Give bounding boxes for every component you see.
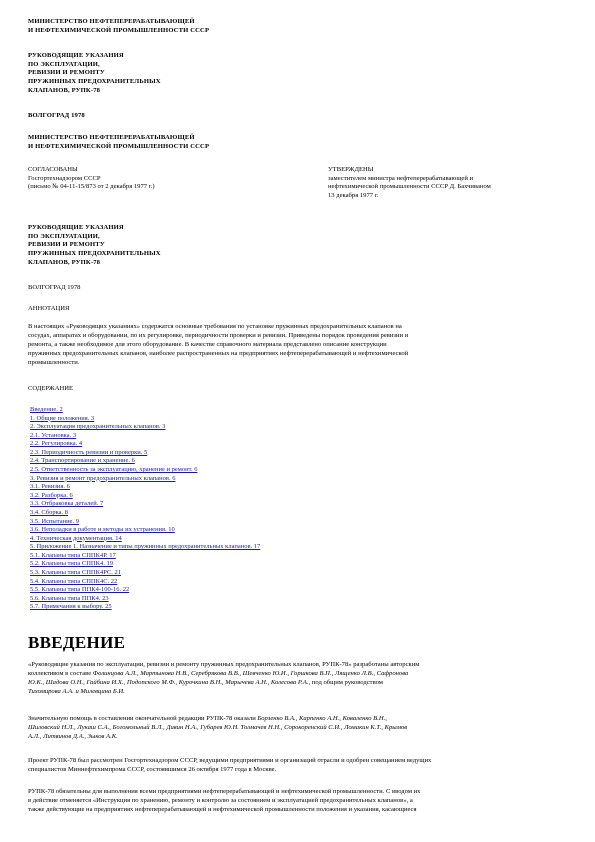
- toc-link[interactable]: 5.7. Примечания к выбору. 25: [30, 603, 112, 611]
- city-year-text: ВОЛГОГРАД 1978: [28, 284, 81, 291]
- city-year: [28, 112, 568, 121]
- intro-line: [28, 714, 568, 723]
- annotation-line: В настоящих «Руководящих указаниях» содержатся основные требования по установке пружинных предохранительных клапанов на: [28, 323, 402, 330]
- toc-link[interactable]: 5. Приложение 1. Назначение и типы пружинных предохранительных клапанов. 17: [30, 543, 261, 551]
- approved-date: 13 декабря 1977 г.: [328, 191, 379, 199]
- toc-link[interactable]: 3.3. Отбраковка деталей. 7: [30, 500, 104, 508]
- annotation-line: ремонта, а также необходимое для этого оборудование. В качестве справочного материала представлено описание конструкции: [28, 341, 387, 348]
- agreed-line: (письмо № 04-11-15/873 от 2 декабря 1977 г.): [28, 183, 155, 191]
- toc-link[interactable]: 2.3. Периодичность ревизии и проверки. 5: [30, 448, 148, 456]
- intro-line: [28, 669, 568, 678]
- annotation-line: пружинных предохранительных клапанов, наиболее распространенных на предприятиях нефтеперерабатывающей и нефтехимической: [28, 350, 409, 357]
- agreed-line: Госгортехнадзором СССР: [28, 174, 101, 182]
- intro-line: специалистов Миннефтехимпрома СССР, состоявшимся 26 октября 1977 года в Москве.: [28, 766, 277, 773]
- toc-link[interactable]: 2.5. Ответственность за эксплуатацию, хранение и ремонт. 6: [30, 466, 198, 474]
- intro-line: «Руководящие указания по эксплуатации, ревизии и ремонту пружинных предохранительных клапанов, РУПК-78» разработаны авторским: [28, 661, 420, 668]
- table-of-contents: [30, 406, 550, 612]
- toc-link[interactable]: 2.1. Установка. 3: [30, 431, 77, 439]
- authors-line: [28, 678, 568, 687]
- ministry-line: МИНИСТЕРСТВО НЕФТЕПЕРЕРАБАТЫВАЮЩЕЙ: [28, 134, 195, 141]
- annotation-heading: [28, 305, 568, 314]
- ministry-line: МИНИСТЕРСТВО НЕФТЕПЕРЕРАБАТЫВАЮЩЕЙ: [28, 18, 195, 25]
- title-line: РЕВИЗИИ И РЕМОНТУ: [28, 241, 105, 249]
- intro-heading: ВВЕДЕНИЕ: [28, 633, 126, 652]
- title-line: ПРУЖИННЫХ ПРЕДОХРАНИТЕЛЬНЫХ: [28, 78, 161, 86]
- authors-text: Ю.К., Шадова О.Н., Гайбина И.Х., Подопского М.Ф., Курочкина В.Н., Марычева А.Н., Колесова Р.А.,: [28, 679, 311, 686]
- helpers-text: Борзенко В.А., Карпенко А.Н., Коваленко В.Н.,: [257, 715, 387, 722]
- toc-link[interactable]: 5.5. Клапаны типа ППК4-100-16. 22: [30, 586, 130, 594]
- ministry-header: [28, 18, 568, 35]
- toc-link[interactable]: 5.1. Клапаны типа СППК4Р. 17: [30, 551, 116, 559]
- title-line: РУКОВОДЯЩИЕ УКАЗАНИЯ: [28, 224, 124, 231]
- toc-link[interactable]: 4. Техническая документация. 14: [30, 534, 122, 542]
- toc-link[interactable]: 3.4. Сборка. 8: [30, 508, 69, 516]
- helpers-line: Шиловский Н.Л., Лукаш С.А., Богомольный В.Л., Дивин Н.А., Губарев Ю.Н. Толмачев Н.Н., Сорокоренский С.И., Ломакин К.Т., Крымов: [28, 724, 408, 731]
- helpers-line: А.Л., Литвинов Д.А., Зыков А.К.: [28, 733, 118, 740]
- intro-text: Значительную помощь в составлении окончательной редакции РУПК-78 оказали: [28, 715, 258, 722]
- city-year-text: ВОЛГОГРАД 1978: [28, 112, 85, 119]
- ministry-line: И НЕФТЕХИМИЧЕСКОЙ ПРОМЫШЛЕННОСТИ СССР: [28, 26, 210, 34]
- toc-link[interactable]: 5.4. Клапаны типа СППК4С. 22: [30, 577, 118, 585]
- toc-link[interactable]: 3. Ревизия и ремонт предохранительных клапанов. 6: [30, 474, 176, 482]
- approved-line: заместителем министра нефтеперерабатывающей и: [328, 174, 474, 182]
- contents-heading: [28, 385, 568, 394]
- annotation-line: промышленности.: [28, 359, 80, 366]
- title-line: ПРУЖИННЫХ ПРЕДОХРАНИТЕЛЬНЫХ: [28, 250, 161, 258]
- authors-line: Тихомирова А.А. и Милевцина Б.И.: [28, 688, 125, 695]
- toc-link[interactable]: 2. Эксплуатация предохранительных клапанов. 3: [30, 423, 166, 431]
- intro-paragraph-4: [28, 787, 568, 814]
- document-title-2: [28, 224, 568, 268]
- intro-paragraph-3: [28, 756, 568, 774]
- title-line: РЕВИЗИИ И РЕМОНТУ: [28, 69, 105, 77]
- intro-line: также действующие на предприятиях нефтеперерабатывающей и нефтехимической промышленности положения и указания, касающиеся: [28, 806, 417, 813]
- intro-line: в действие отменяется «Инструкция по хранению, ремонту и контролю за состоянием и эксплуатацией предохранительных клапанов», а: [28, 797, 413, 804]
- authors-text: Фолинцова А.Л., Мартынова Н.В., Серебрякова В.В., Шевченко Ю.И., Горшкова В.П., Лященко Л.В., Сафронова: [92, 670, 409, 677]
- agreed-block: [28, 166, 308, 192]
- title-line: КЛАПАНОВ, РУПК-78: [28, 258, 101, 266]
- title-line: КЛАПАНОВ, РУПК-78: [28, 86, 101, 94]
- intro-paragraph-1: [28, 660, 568, 696]
- toc-link[interactable]: 3.5. Испытание. 9: [30, 517, 79, 525]
- toc-link[interactable]: 5.3. Клапаны типа СППК4РС. 21: [30, 568, 121, 576]
- toc-link[interactable]: 3.2. Разборка. 6: [30, 491, 73, 499]
- annotation-heading-text: АННОТАЦИЯ: [28, 305, 70, 312]
- annotation-line: сосудах, аппаратах и оборудовании, по их регулировке, периодичности проверки и ревизии. Приведены порядок проведения ревизии и: [28, 332, 409, 339]
- toc-link[interactable]: 5.2. Клапаны типа СППК4. 19: [30, 560, 113, 568]
- approved-block: [328, 166, 578, 200]
- ministry-line: И НЕФТЕХИМИЧЕСКОЙ ПРОМЫШЛЕННОСТИ СССР: [28, 142, 210, 150]
- intro-line: РУПК-78 обязательны для выполнения всеми предприятиями нефтеперерабатывающей и нефтехимической промышленности. С вводом их: [28, 788, 421, 795]
- title-line: ПО ЭКСПЛУАТАЦИИ,: [28, 232, 100, 240]
- approved-label: УТВЕРЖДЕНЫ: [328, 166, 374, 173]
- document-title: [28, 52, 568, 96]
- toc-link[interactable]: 5.6. Клапаны типа ППК4. 23: [30, 594, 109, 602]
- title-line: РУКОВОДЯЩИЕ УКАЗАНИЯ: [28, 52, 124, 59]
- intro-text: под общим руководством: [310, 679, 383, 686]
- toc-link[interactable]: Введение. 2: [30, 406, 63, 413]
- toc-link[interactable]: 1. Общие положения. 3: [30, 414, 95, 422]
- ministry-header-2: [28, 134, 568, 151]
- agreed-label: СОГЛАСОВАНЫ: [28, 166, 78, 173]
- approved-line: нефтехимической промышленности СССР Д. Бахчиваном: [328, 183, 491, 191]
- annotation-text: [28, 322, 568, 367]
- intro-line: Проект РУПК-78 был рассмотрен Госгортехнадзором СССР, ведущими предприятиями и организаций отрасли и одобрен совещанием ведущих: [28, 757, 432, 764]
- toc-link[interactable]: 3.6. Неполадки в работе и методы их устранения. 10: [30, 526, 175, 534]
- toc-link[interactable]: 2.2. Регулировка. 4: [30, 440, 83, 448]
- toc-link[interactable]: 3.1. Ревизия. 6: [30, 483, 70, 491]
- city-year-2: [28, 284, 568, 293]
- contents-heading-text: СОДЕРЖАНИЕ: [28, 385, 74, 392]
- intro-text: коллективом в составе: [28, 670, 93, 677]
- title-line: ПО ЭКСПЛУАТАЦИИ,: [28, 60, 100, 68]
- intro-paragraph-2: [28, 714, 568, 741]
- toc-link[interactable]: 2.4. Транспортирование и хранение. 6: [30, 457, 135, 465]
